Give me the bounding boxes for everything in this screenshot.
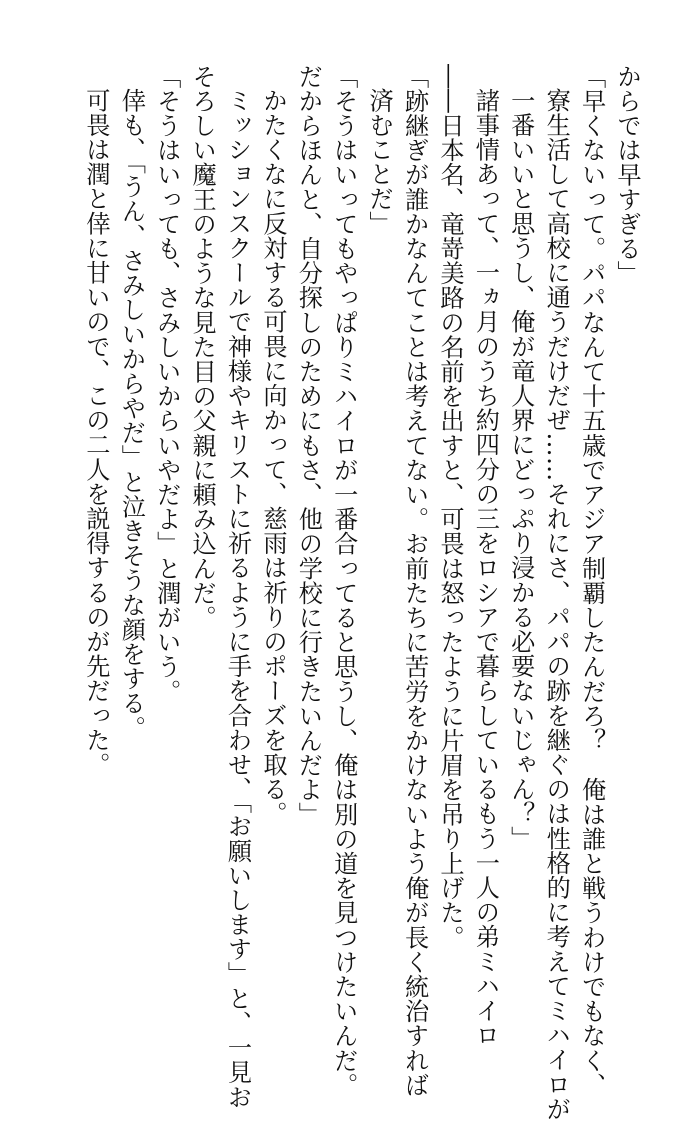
text-line-10: だからほんと、自分探しのためにもさ、他の学校に行きたいんだよ」 — [294, 64, 323, 827]
text-line-14: 「そうはいっても、さみしいからいやだよ」と潤がいう。 — [152, 64, 181, 704]
vertical-text-body — [78, 64, 645, 1121]
text-line-12: ミッションスクールで神様やキリストに祈るように手を合わせ、「お願いします」と、一見お — [223, 88, 252, 1110]
text-line-11: かたくなに反対する可畏に向かって、慈雨は祈りのポーズを取る。 — [258, 88, 287, 827]
text-line-13: そろしい魔王のような見た目の父親に頼み込んだ。 — [188, 64, 217, 630]
text-line-9: 「そうはいってもやっぱりミハイロが一番合ってると思うし、俺は別の道を見つけたいんだ。 — [329, 64, 358, 1098]
text-line-2: 「早くないって。パパなんて十五歳でアジア制覇したんだろ？ 俺は誰と戦うわけでもなく、 — [577, 64, 606, 1098]
text-line-4: 一番いいと思うし、俺が竜人界にどっぷり浸かる必要ないじゃん？」 — [506, 88, 535, 851]
text-line-8: 済むことだ」 — [365, 88, 394, 236]
text-line-7: 「跡継ぎが誰かなんてことは考えてない。お前たちに苦労をかけないよう俺が長く統治すれば — [400, 64, 429, 1098]
text-line-15: 倖も、「うん、さみしいからやだ」と泣きそうな顔をする。 — [117, 88, 146, 741]
text-line-3: 寮生活して高校に通うだけだぜ……それにさ、パパの跡を継ぐのは性格的に考えてミハイロが — [542, 88, 571, 1121]
text-line-5: 諸事情あって、一ヵ月のうち約四分の三をロシアで暮らしているもう一人の弟ミハイロ — [471, 88, 500, 1048]
text-line-1: からでは早すぎる」 — [613, 64, 641, 286]
text-line-6: ――日本名、竜嵜美路の名前を出すと、可畏は怒ったように片眉を吊り上げた。 — [435, 64, 464, 950]
text-line-16: 可畏は潤と倖に甘いので、この二人を説得するのが先だった。 — [81, 88, 110, 777]
